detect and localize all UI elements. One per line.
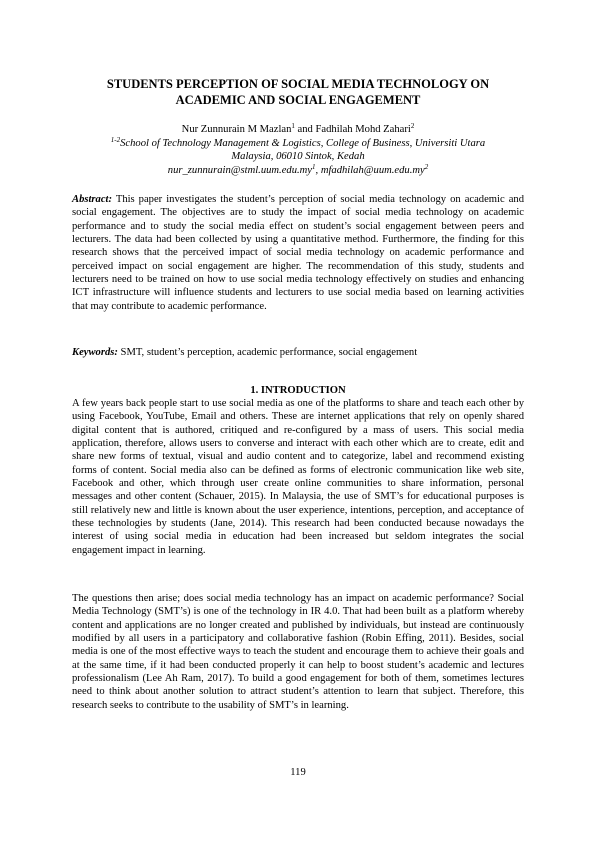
abstract [72,193,524,313]
page-number: 119 [290,767,306,778]
author-2-superscript: 2 [410,122,415,130]
email-line [60,164,536,177]
paragraph-2: The questions then arise; does social media technology has an impact on academic performance? Social Media Technology (SMT’s) is one of the technology in IR 4.0. That had been built as a platform whereby content and applications are no longer created and published by individuals, but instead are continuously modified by all users in a participatory and collaborative fashion (Robin Effing, 2011). Besides, social media is one of the most effective ways to teach the student and encourage them to achieve their goals and at the same time, if it had been conducted properly it can help to boost student’s academic and lectures professionalism (Lee Ah Ram, 2017). To build a good engagement for both of them, sometimes lectures need to think about another solution to attract student’s attention to learn that subject. Therefore, this research seeks to contribute to the usability of SMT’s in learning. [72,593,524,711]
section-heading: 1. INTRODUCTION [250,385,346,396]
abstract-text: This paper investigates the student’s perception of social media technology on academic and social engagement. The objectives are to study the impact of social media technology on academic performance and to study the social media effect on student’s social engagement between peers and lecturers. The data had been collected by using a quantitative method. Furthermore, the finding for this research shows that the perceived impact of social media technology on academic performance and perceived impact on social engagement are higher. The recommendation of this study, students and lecturers need to be trained on how to use social media technology effectively on studies and enhancing ICT infrastructure will influence students and lecturers to use social media based on learning activities that may contribute to academic performance. [72,194,524,312]
keywords-text: SMT, student’s perception, academic performance, social engagement [117,347,418,358]
paper-title [60,76,536,108]
title-line-2: ACADEMIC AND SOCIAL ENGAGEMENT [175,93,421,107]
keywords [72,346,524,359]
abstract-label: Abstract: [72,194,113,205]
affiliation [60,137,536,177]
email-2: mfadhilah@uum.edu.my [320,164,425,176]
affiliation-line-2: Malaysia, 06010 Sintok, Kedah [231,151,365,163]
author-1-superscript: 1 [291,122,295,130]
email-separator: , [315,164,321,176]
paragraph-1: A few years back people start to use social media as one of the platforms to share and teach each other by using Facebook, YouTube, Email and others. These are internet applications that rely on openly shared digital content that is authored, critiqued and re-configured by a mass of users. This social media application, therefore, allows users to converse and interact with each other which are to create, edit and share new forms of textual, visual and audio content and to categorize, label and recommend existing forms of content. Social media also can be defined as forms of electronic communication like web site, Facebook and other, which through user create online communities to share information, personal messages and other content (Schauer, 2015). In Malaysia, the use of SMT’s for educational purposes is still relatively new and little is known about the user experience, intentions, perception, and acceptance of these technologies by students (Jane, 2014). This research had been conducted because nowadays the interest of using social media in education had been increased but seldom integrates the social engagement impact in learning. [72,398,524,556]
affiliation-superscript: 1-2 [110,136,121,144]
affiliation-text-1: School of Technology Management & Logistics, College of Business, Universiti Utara [120,138,486,149]
title-line-1: STUDENTS PERCEPTION OF SOCIAL MEDIA TECHNOLOGY ON [106,77,490,91]
author-1: Nur Zunnurain M Mazlan [181,124,292,135]
email-1-superscript: 1 [312,162,316,171]
author-2: Fadhilah Mohd Zahari [315,124,411,135]
author-conjunction: and [294,124,316,135]
author-line [60,123,536,136]
email-2-superscript: 2 [424,162,429,171]
affiliation-line-1 [60,137,536,150]
email-1: nur_zunnurain@stml.uum.edu.my [167,164,313,176]
keywords-label: Keywords: [72,347,118,358]
